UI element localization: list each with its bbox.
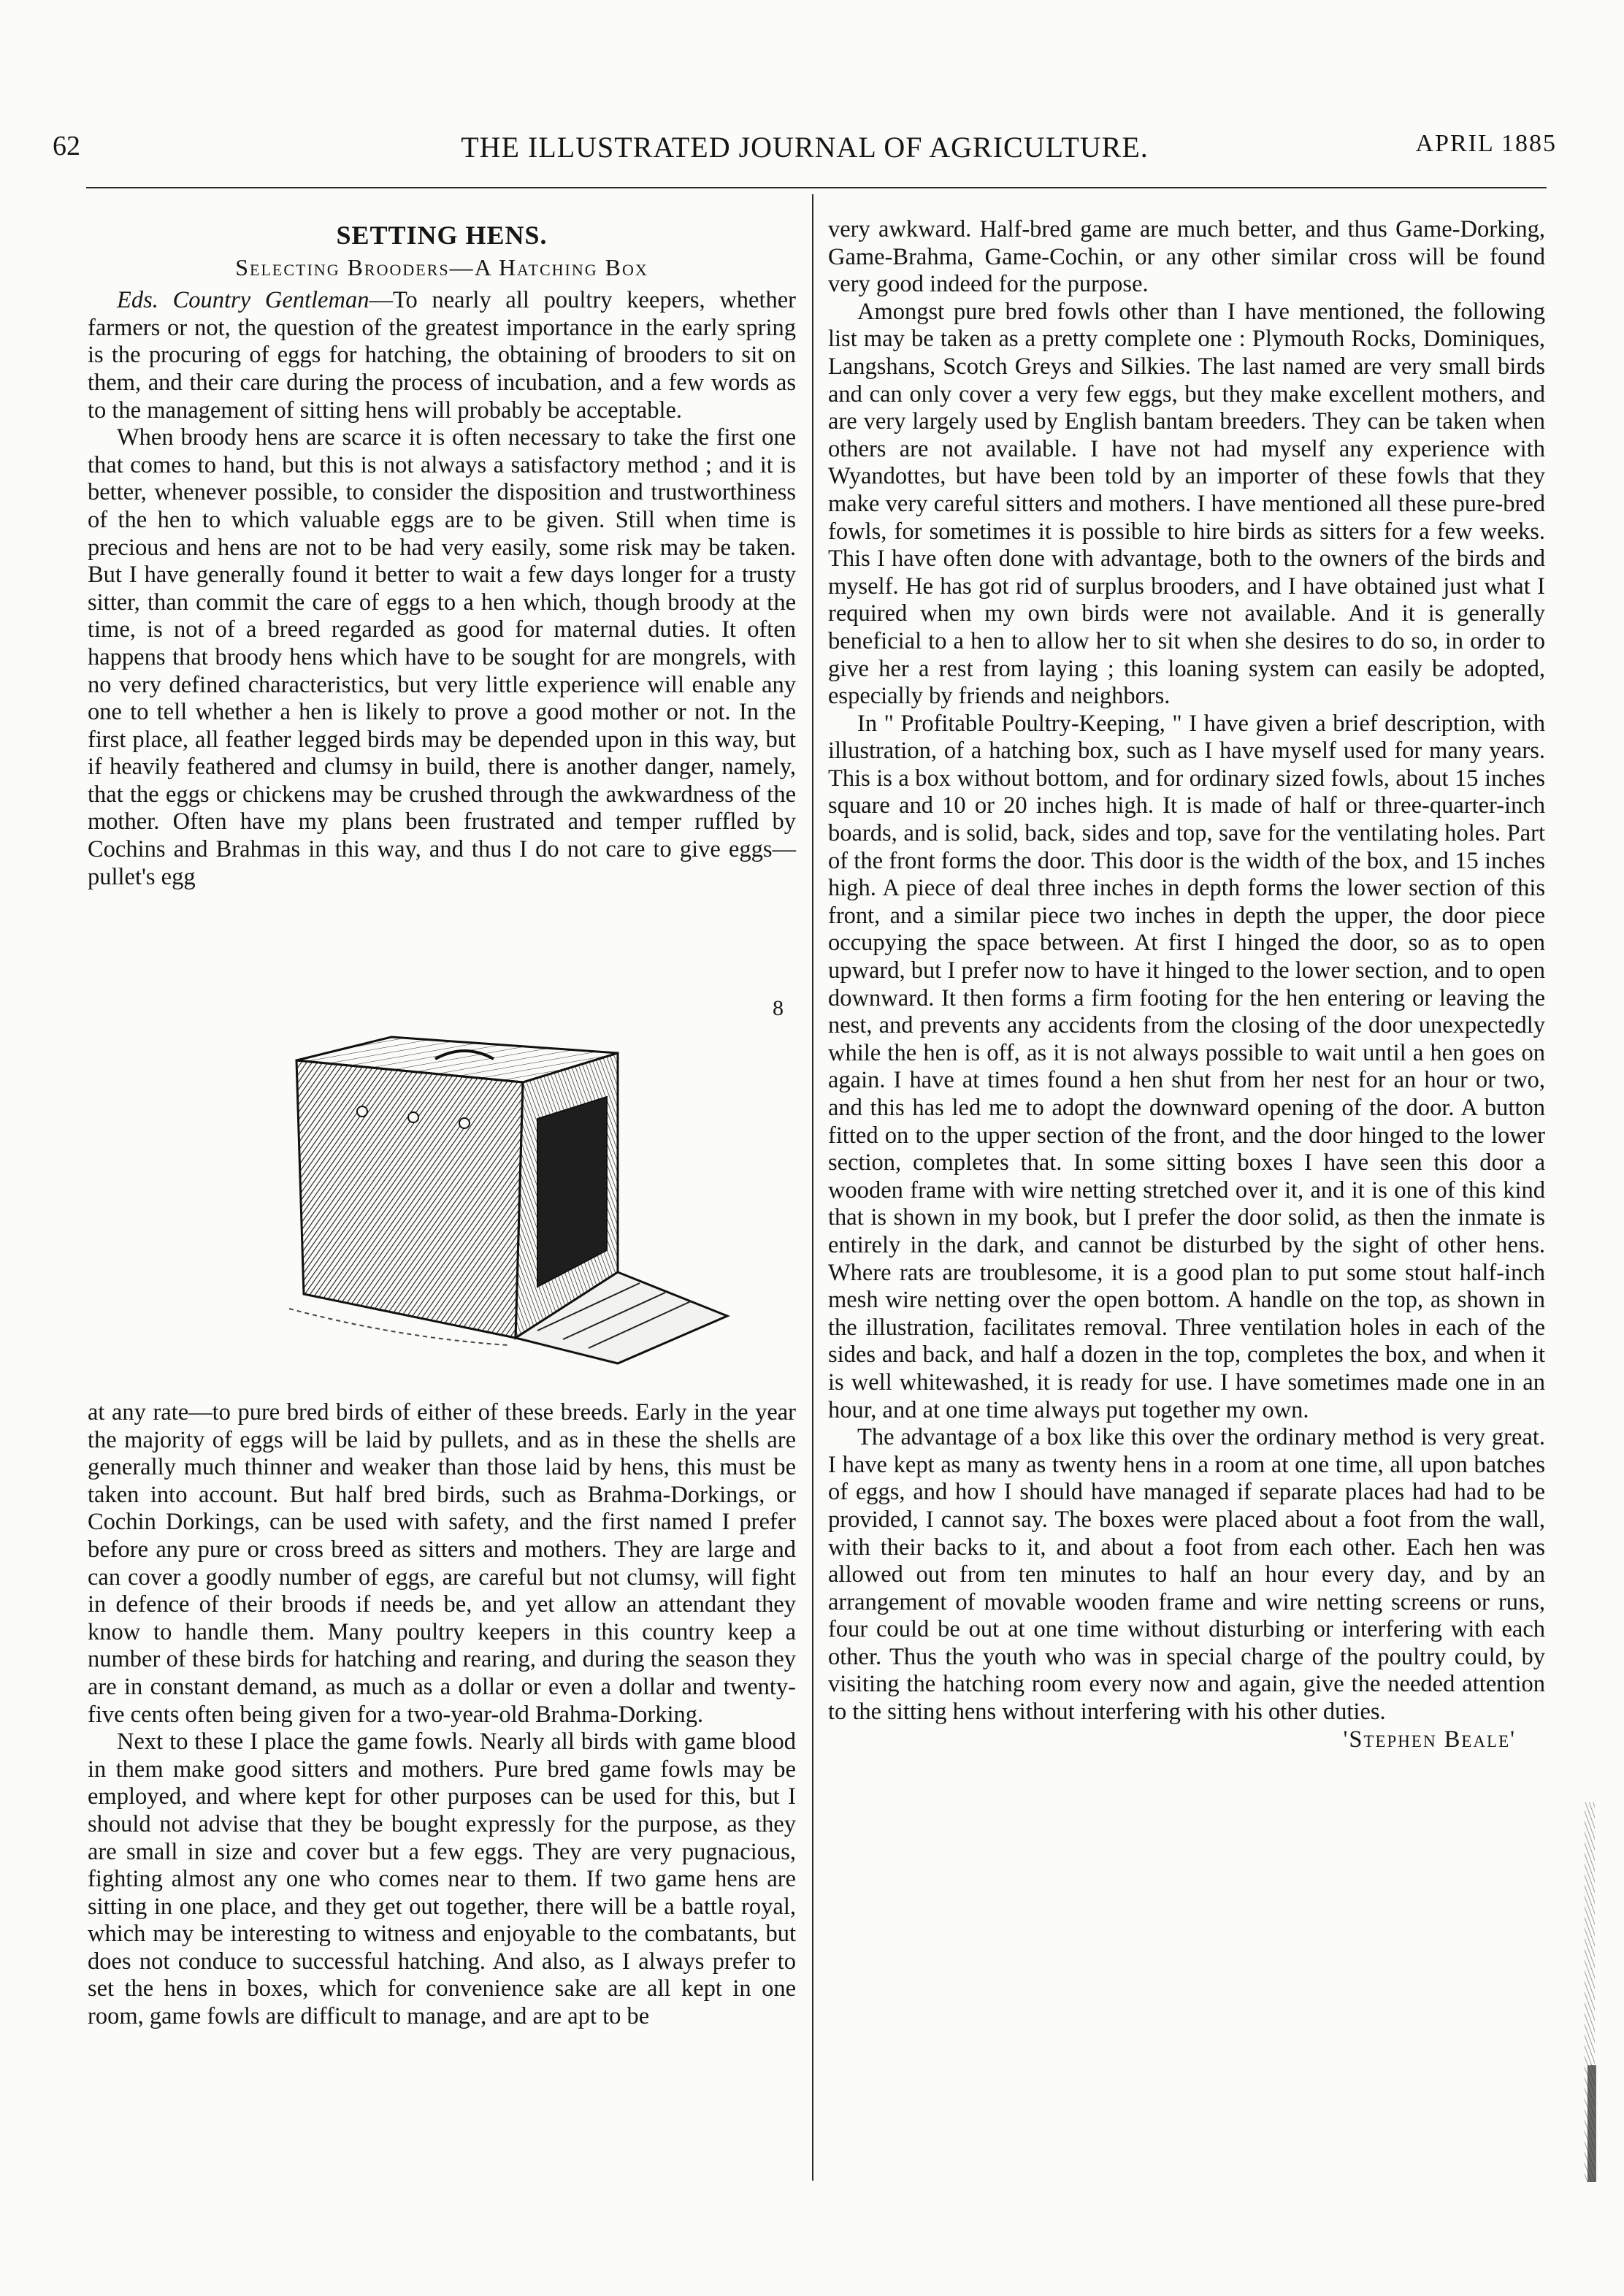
article-title: SETTING HENS. xyxy=(336,221,548,250)
paragraph: very awkward. Half-bred game are much better, and thus Game-Dorking, Game-Brahma, Game-Cochin, or any other similar cross will be found very good indeed for the purpose. xyxy=(828,216,1545,298)
paragraph: Amongst pure bred fowls other than I have mentioned, the following list may be taken as a pretty complete one : Plymouth Rocks, Dominiques, Langshans, Scotch Greys and Silkies. The last named are very small birds and can only cover a very few eggs, but they make excellent mothers, and are very largely used by English bantam breeders. They can be taken when others are not available. I have not had myself any experience with Wyandottes, but have been told by an importer of these fowls that they make very careful sitters and mothers. I have mentioned all these pure-bred fowls, for sometimes it is possible to hire birds as sitters for a few weeks. This I have often done with advantage, both to the owners of the birds and myself. He has got rid of surplus brooders, and I have obtained just what I required when my own birds were not available. And it is generally beneficial to a hen to allow her to sit when she desires to do so, in order to give her a rest from laying ; this loaning system can easily be adopted, especially by friends and neighbors. xyxy=(828,298,1545,710)
column-divider xyxy=(812,194,813,2181)
paragraph-text: —To nearly all poultry keepers, whether farmers or not, the question of the greatest importance in the early spring is the procuring of eggs for hatching, the obtaining of brooders to sit on them, and their care during the process of incubation, and a few words as to the management of sitting hens will probably be acceptable. xyxy=(88,287,796,424)
author-signature: 'Stephen Beale' xyxy=(1343,1726,1516,1753)
binding-edge-marks xyxy=(1577,1802,1599,2182)
paragraph: at any rate—to pure bred birds of either of these breeds. Early in the year the majority of eggs will be laid by pullets, and as in these the shells are generally much thinner and weaker than those laid by hens, this must be taken into account. But half bred birds, such as Brahma-Dorkings, or Cochin Dorkings, can be used with safety, and the first named I prefer before any pure or cross breed as sitters and mothers. They are large and can cover a goodly number of eggs, are careful but not clumsy, will fight in defence of their broods if needs be, and yet allow an attendant they know to handle them. Many poultry keepers in this country keep a number of these birds for hatching and rearing, and during the season they are in constant demand, as much as a dollar or even a dollar and twenty-five cents often being given for a two-year-old Brahma-Dorking. xyxy=(88,1399,796,1728)
hatching-box-illustration xyxy=(275,1031,742,1367)
left-column-top xyxy=(88,216,796,891)
page-header xyxy=(53,130,1557,174)
article-subtitle: Selecting Brooders—A Hatching Box xyxy=(235,253,648,280)
paragraph xyxy=(88,287,796,424)
paragraph: The advantage of a box like this over the ordinary method is very great. I have kept as many as twenty hens in a room at one time, all upon batches of eggs, and how I should have managed if separate places had had to be provided, I cannot say. The boxes were placed about a foot from the wall, with their backs to it, and about a foot from each other. Each hen was allowed out from ten minutes to half an hour every day, and by an arrangement of movable wooden frame and wire netting screens or runs, four could be out at one time without disturbing or interfering with each other. Thus the youth who was in special charge of the poultry could, by visiting the hatching room every now and again, give the needed attention to the sitting hens without interfering with his other duties. xyxy=(828,1424,1545,1726)
paragraph: When broody hens are scarce it is often necessary to take the first one that comes to hand, but this is not always a satisfactory method ; and it is better, whenever possible, to consider the disposition and trustworthiness of the hen to which valuable eggs are to be given. Still when time is precious and hens are not to be had very easily, some risk may be taken. But I have generally found it better to wait a few days longer for a trusty sitter, than commit the care of eggs to a hen which, though broody at the time, is not of a breed regarded as good for maternal duties. It often happens that broody hens which have to be sought for are mongrels, with no very defined characteristics, but very little experience will enable any one to tell whether a hen is likely to prove a good mother or not. In the first place, all feather legged birds may be depended upon in this way, but if heavily feathered and clumsy in build, there is another danger, namely, that the eggs or chickens may be crushed through the awkwardness of the mother. Often have my plans been frustrated and temper ruffled by Cochins and Brahmas in this way, and thus I do not care to give eggs—pullet's egg xyxy=(88,424,796,890)
left-column-bottom xyxy=(88,1399,796,2031)
paragraph: Next to these I place the game fowls. Nearly all birds with game blood in them make good sitters and mothers. Pure bred game fowls may be employed, and where kept for other purposes can be used for this, but I should not advise that they be bought expressly for the purpose, as they are small in size and cover but a few eggs. They are very pugnacious, fighting almost any one who comes near to them. If two game hens are sitting in one place, and they get out together, there will be a battle royal, which may be interesting to witness and enjoyable to the combatants, but does not conduce to successful hatching. And also, as I always prefer to set the hens in boxes, which for convenience sake are all kept in one room, game fowls are difficult to manage, and are apt to be xyxy=(88,1729,796,2030)
issue-date: APRIL 1885 xyxy=(1415,130,1557,157)
page-number: 62 xyxy=(53,131,80,161)
journal-title: THE ILLUSTRATED JOURNAL OF AGRICULTURE. xyxy=(461,131,1149,164)
article-source: Eds. Country Gentleman xyxy=(117,287,369,314)
paragraph: In " Profitable Poultry-Keeping, " I have given a brief description, with illustration, of a hatching box, such as I have myself used for many years. This is a box without bottom, and for ordinary sized fowls, about 15 inches square and 10 or 20 inches high. It is made of half or three-quarter-inch boards, and is solid, back, sides and top, save for the ventilating holes. Part of the front forms the door. This door is the width of the box, and 15 inches high. A piece of deal three inches in depth forms the lower section of this front, and a similar piece two inches in depth the upper, the door piece occupying the space between. At first I hinged the door, so as to open upward, but I prefer now to have it hinged to the lower section, and to open downward. It then forms a firm footing for the hen entering or leaving the nest, and prevents any accidents from the closing of the door unexpectedly while the hen is off, as it is not always possible to wait until a hen goes on again. I have at times found a hen shut from her nest for an hour or two, and this has led me to adopt the downward opening of the door. A button fitted on to the upper section of the front, and the door hinged to the lower section, completes that. In some sitting boxes I have seen this door a wooden frame with wire netting stretched over it, and it is one of this kind that is shown in my book, but I prefer the door solid, as then the inmate is entirely in the dark, and cannot be disturbed by the sight of other hens. Where rats are troublesome, it is a good plan to put some stout half-inch mesh wire netting over the open bottom. A handle on the top, as shown in the illustration, facilitates removal. Three ventilation holes in each of the sides and back, and half a dozen in the top, completes the box, and when it is well whitewashed, it is ready for use. I have sometimes made one in an hour, and at one time always put together my own. xyxy=(828,710,1545,1423)
header-rule xyxy=(86,187,1547,188)
figure-letter: 8 xyxy=(773,996,784,1020)
right-column xyxy=(828,216,1545,1753)
